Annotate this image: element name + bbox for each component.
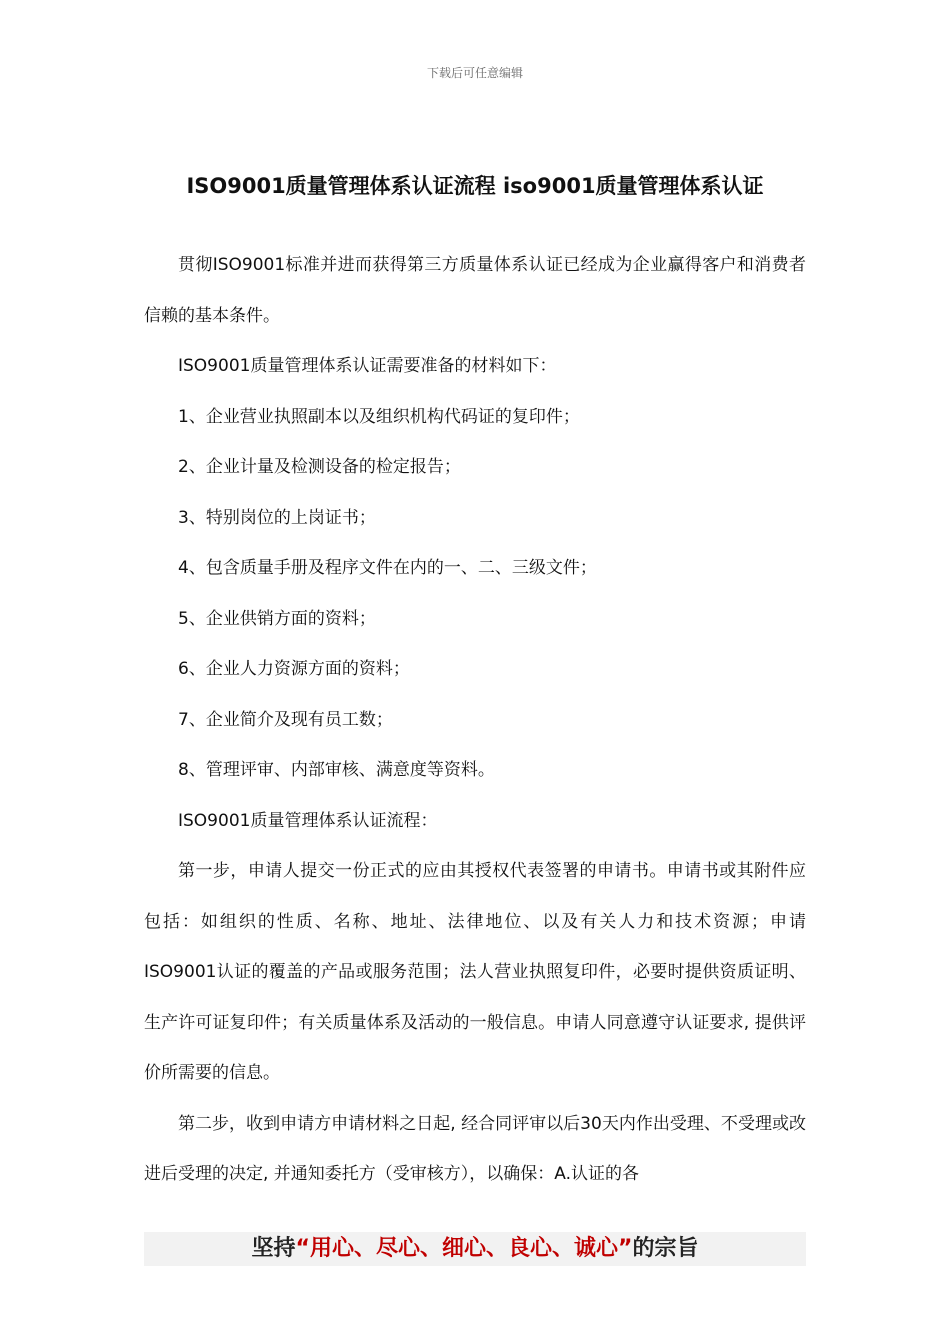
page-header: 下载后可任意编辑 <box>426 66 523 80</box>
list-item: 4、包含质量手册及程序文件在内的一、二、三级文件； <box>178 558 597 578</box>
footer-prefix: 坚持 <box>251 1236 296 1261</box>
list-item: 6、企业人力资源方面的资料； <box>178 659 410 679</box>
paragraph-intro: 贯彻ISO9001标准并进而获得第三方质量体系认证已经成为企业赢得客户和消费者信赖的基本条件。 <box>144 255 806 326</box>
paragraph-step-1: 第一步，申请人提交一份正式的应由其授权代表签署的申请书。申请书或其附件应包括：如组织的性质、名称、地址、法律地位、以及有关人力和技术资源；申请ISO9001认证的覆盖的产品或服务范围；法人营业执照复印件，必要时提供资质证明、生产许可证复印件；有关质量体系及活动的一般信息。申请人同意遵守认证要求, 提供评价所需要的信息。 <box>144 861 806 1083</box>
paragraph-materials-heading: ISO9001质量管理体系认证需要准备的材料如下： <box>178 356 557 376</box>
list-item: 1、企业营业执照副本以及组织机构代码证的复印件； <box>178 406 580 427</box>
footer-highlight: “用心、尽心、细心、良心、诚心” <box>295 1236 633 1261</box>
document-body <box>144 240 806 1200</box>
footer-slogan-banner <box>144 1232 806 1266</box>
list-item: 8、管理评审、内部审核、满意度等资料。 <box>178 760 495 780</box>
list-item: 3、特别岗位的上岗证书； <box>178 507 376 528</box>
paragraph-step-2: 第二步，收到申请方申请材料之日起, 经合同评审以后30天内作出受理、不受理或改进后受理的决定, 并通知委托方（受审核方），以确保：A.认证的各 <box>144 1113 806 1184</box>
paragraph-process-heading: ISO9001质量管理体系认证流程： <box>178 810 438 831</box>
list-item: 2、企业计量及检测设备的检定报告； <box>178 457 461 477</box>
footer-suffix: 的宗旨 <box>632 1236 699 1261</box>
document-title: ISO9001质量管理体系认证流程 iso9001质量管理体系认证 <box>186 174 764 198</box>
list-item: 5、企业供销方面的资料； <box>178 608 376 629</box>
list-item: 7、企业简介及现有员工数； <box>178 709 393 730</box>
